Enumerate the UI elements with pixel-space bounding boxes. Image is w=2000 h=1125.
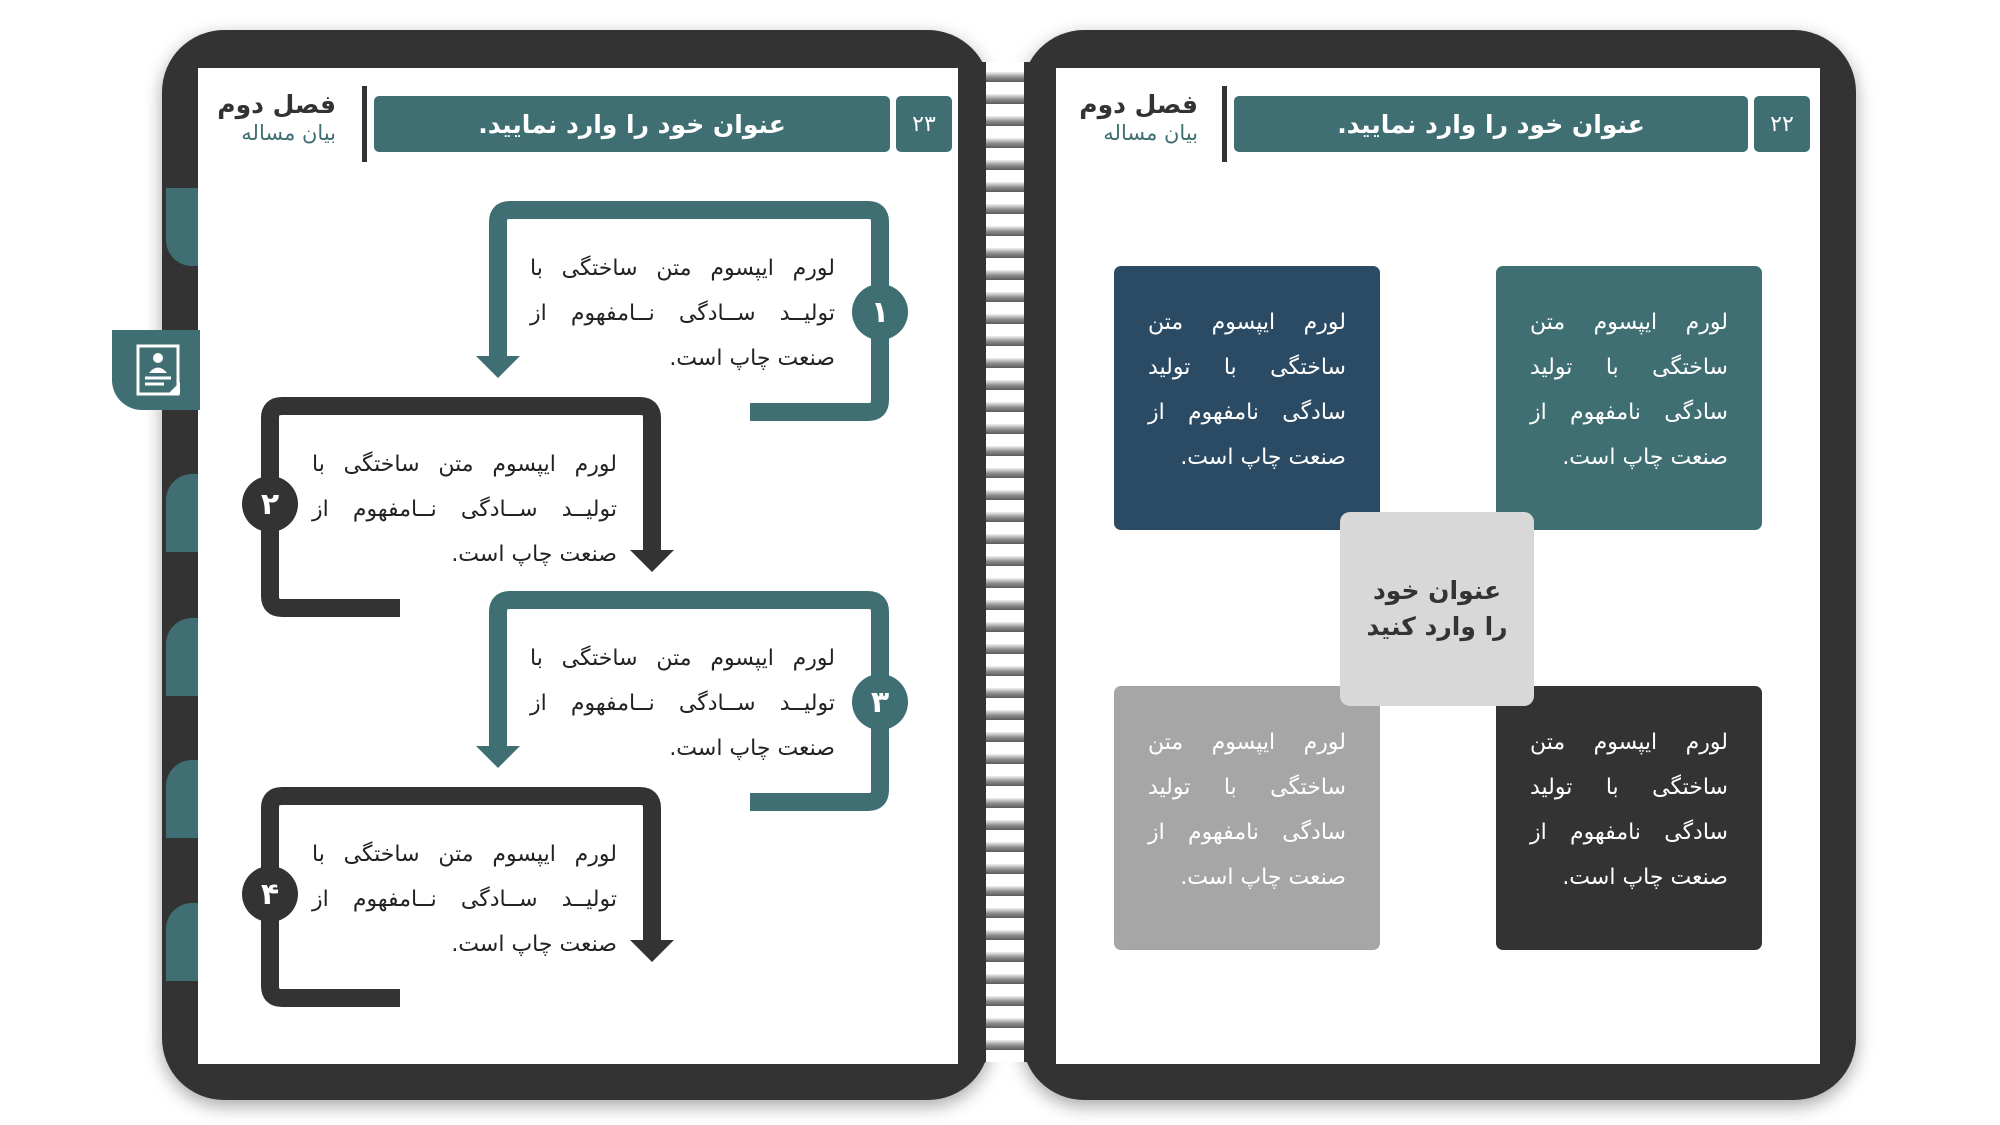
section-label: بیان مساله — [1103, 121, 1198, 145]
info-box-top-left: لورم ایپسوم متن ساختگی با تولید سادگی نامفهوم از صنعت چاپ است. — [1114, 266, 1380, 530]
info-box-bottom-right: لورم ایپسوم متن ساختگی با تولید سادگی نامفهوم از صنعت چاپ است. — [1496, 686, 1762, 950]
chapter-label: فصل دوم — [1079, 90, 1198, 119]
info-box-bottom-left: لورم ایپسوم متن ساختگی با تولید سادگی نامفهوم از صنعت چاپ است. — [1114, 686, 1380, 950]
chapter-label: فصل دوم — [217, 90, 336, 119]
step-badge: ۲ — [242, 476, 298, 532]
page-number: ۲۳ — [896, 96, 952, 152]
step-badge: ۳ — [852, 674, 908, 730]
step-text: لورم ایپسوم متن ساختگی با تولیــد ســادگی نــامفهوم از صنعت چاپ است. — [312, 842, 617, 957]
step-text: لورم ایپسوم متن ساختگی با تولیــد ســادگی نــامفهوم از صنعت چاپ است. — [530, 256, 835, 371]
page-title: عنوان خود را وارد نمایید. — [374, 96, 890, 152]
page-number: ۲۲ — [1754, 96, 1810, 152]
step-text: لورم ایپسوم متن ساختگی با تولیــد ســادگی نــامفهوم از صنعت چاپ است. — [312, 452, 617, 567]
center-title-box: عنوان خود را وارد کنید — [1340, 512, 1534, 706]
info-box-top-right: لورم ایپسوم متن ساختگی با تولید سادگی نامفهوم از صنعت چاپ است. — [1496, 266, 1762, 530]
section-label: بیان مساله — [241, 121, 336, 145]
page-title: عنوان خود را وارد نمایید. — [1234, 96, 1748, 152]
step-text: لورم ایپسوم متن ساختگی با تولیــد ســادگی نــامفهوم از صنعت چاپ است. — [530, 646, 835, 761]
step-badge: ۱ — [852, 284, 908, 340]
step-badge: ۴ — [242, 866, 298, 922]
